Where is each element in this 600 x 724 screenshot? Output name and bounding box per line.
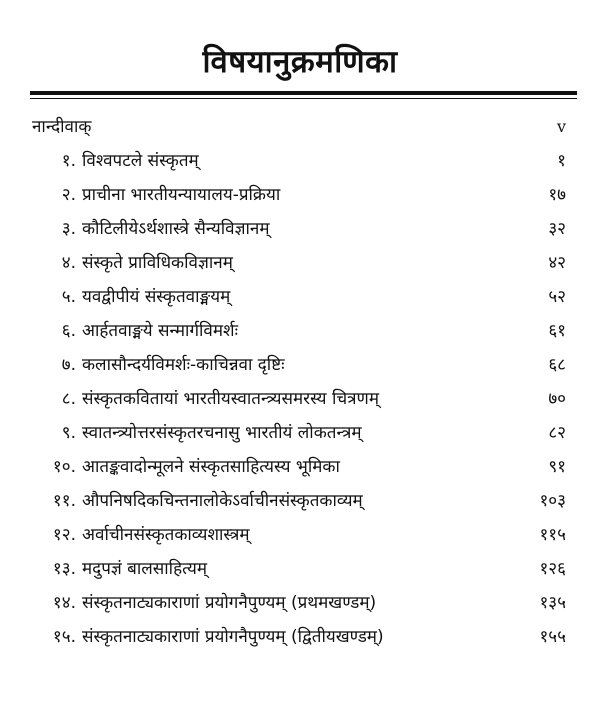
toc-entry-label: आर्हतवाङ्मये सन्मार्गविमर्शः	[82, 321, 239, 341]
toc-entry-label: संस्कृतनाट्यकाराणां प्रयोगनैपुण्यम् (द्वितीयखण्डम्)	[82, 627, 384, 647]
toc-row[interactable]	[0, 246, 600, 280]
toc-entry-number: ५.	[61, 287, 76, 307]
toc-row[interactable]	[0, 586, 600, 620]
toc-entry-label: आतङ्कवादोन्मूलने संस्कृतसाहित्यस्य भूमिका	[82, 457, 340, 477]
toc-entry-number: १.	[61, 151, 76, 171]
toc-page-number: १०३	[539, 491, 566, 511]
toc-page-number: १३५	[539, 593, 566, 613]
toc-entry-label: संस्कृते प्राविधिकविज्ञानम्	[82, 253, 233, 273]
toc-entry-label: अर्वाचीनसंस्कृतकाव्यशास्त्रम्	[82, 525, 250, 545]
toc-entry-label: प्राचीना भारतीयन्यायालय-प्रक्रिया	[82, 185, 281, 205]
toc-entry-number: १४.	[52, 593, 76, 613]
toc-page-number: १२६	[539, 559, 566, 579]
toc-row[interactable]	[0, 552, 600, 586]
title-rule-thick	[30, 91, 577, 95]
toc-page-number: ६८	[548, 355, 566, 375]
toc-entry-number: ८.	[61, 389, 76, 409]
toc-entry-label: मदुपज्ञं बालसाहित्यम्	[82, 559, 208, 579]
toc-page-number: ३२	[548, 219, 566, 239]
toc-row[interactable]	[0, 450, 600, 484]
toc-entry-number: १३.	[52, 559, 76, 579]
toc-page-number: ११५	[539, 525, 566, 545]
toc-entry-label: कलासौन्दर्यविमर्शः-काचिन्नवा दृष्टिः	[82, 355, 285, 375]
toc-page-number: ५२	[548, 287, 566, 307]
toc-page-number: ४२	[548, 253, 566, 273]
title-rule-thin	[30, 98, 577, 99]
toc-page-number: ९१	[548, 457, 566, 477]
toc-entry-label: स्वातन्त्र्योत्तरसंस्कृतरचनासु भारतीयं लोकतन्त्रम्	[82, 423, 362, 443]
toc-row[interactable]	[0, 280, 600, 314]
toc-entry-number: ४.	[61, 253, 76, 273]
toc-row[interactable]	[0, 518, 600, 552]
toc-page-number: १	[557, 151, 566, 171]
toc-row[interactable]	[0, 348, 600, 382]
toc-page-number: १७	[548, 185, 566, 205]
page-title: विषयानुक्रमणिका	[202, 44, 398, 80]
toc-row[interactable]	[0, 178, 600, 212]
toc-entry-label: औपनिषदिकचिन्तनालोकेऽर्वाचीनसंस्कृतकाव्यम्	[82, 491, 363, 511]
toc-row-preface[interactable]	[0, 110, 600, 144]
toc-entry-number: ९.	[61, 423, 76, 443]
toc-entry-number: १२.	[52, 525, 76, 545]
toc-page-number: ८२	[548, 423, 566, 443]
toc-row[interactable]	[0, 314, 600, 348]
toc-row[interactable]	[0, 416, 600, 450]
toc-entry-label: नान्दीवाक्	[32, 117, 92, 137]
toc-entry-label: यवद्वीपीयं संस्कृतवाङ्मयम्	[82, 287, 231, 307]
toc-entry-label: कौटिलीयेऽर्थशास्त्रे सैन्यविज्ञानम्	[82, 219, 270, 239]
toc-entry-number: १०.	[52, 457, 76, 477]
toc-entry-number: ११.	[52, 491, 76, 511]
toc-row[interactable]	[0, 382, 600, 416]
toc-entry-label: संस्कृतकवितायां भारतीयस्वातन्त्र्यसमरस्य चित्रणम्	[82, 389, 379, 409]
toc-entry-number: २.	[61, 185, 76, 205]
toc-entry-label: विश्वपटले संस्कृतम्	[82, 151, 199, 171]
toc-row[interactable]	[0, 212, 600, 246]
toc-row[interactable]	[0, 144, 600, 178]
toc-page-number: v	[556, 117, 566, 136]
toc-page-number: ६१	[548, 321, 566, 341]
toc-entry-number: १५.	[52, 627, 76, 647]
toc-entry-number: ६.	[61, 321, 76, 341]
toc-row[interactable]	[0, 484, 600, 518]
toc-entry-number: ३.	[61, 219, 76, 239]
toc-page-number: ७०	[548, 389, 566, 409]
toc-row[interactable]	[0, 620, 600, 654]
toc-page-number: १५५	[539, 627, 566, 647]
toc-entry-label: संस्कृतनाट्यकाराणां प्रयोगनैपुण्यम् (प्रथमखण्डम्)	[82, 593, 377, 613]
toc-entry-number: ७.	[61, 355, 76, 375]
